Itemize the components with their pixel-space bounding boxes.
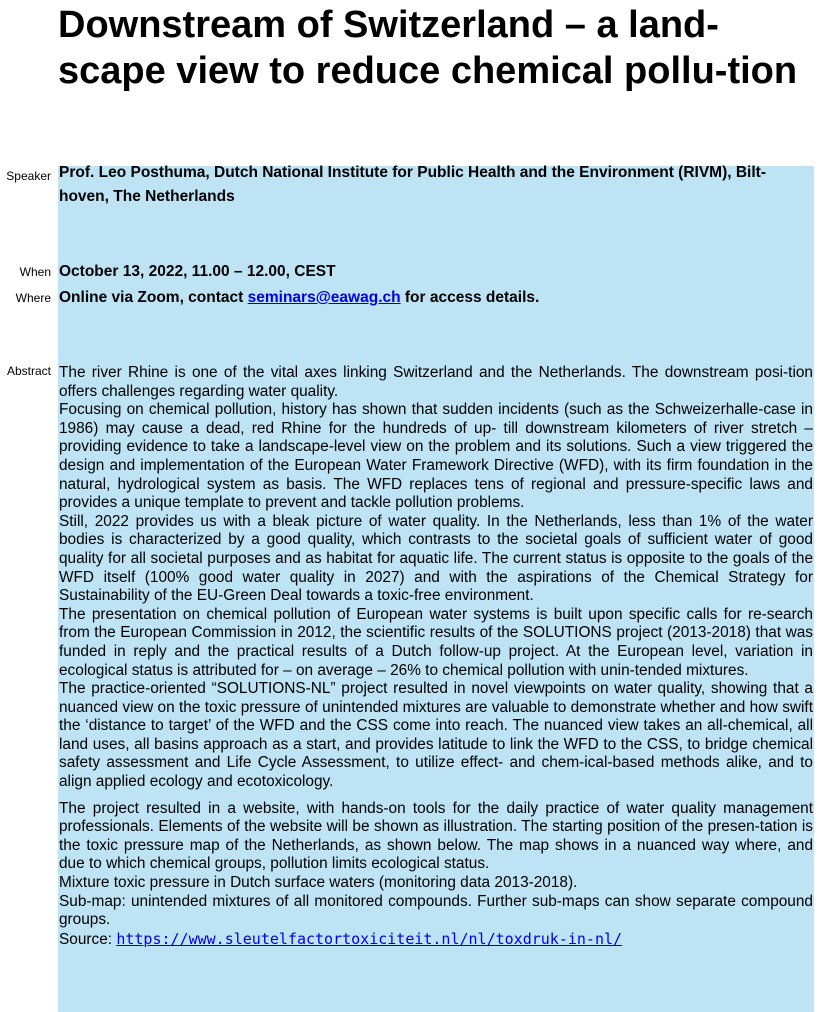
- when-label: When: [19, 265, 51, 279]
- source-label: Source:: [59, 930, 117, 948]
- source-line: [59, 930, 813, 950]
- abstract-paragraph: The presentation on chemical pollution of European water systems is built upon specific calls for re-search from the European Commission in 2012, the scientific results of the SOLUTIONS project (2013-2018) that was funded in reply and the practical results of a Dutch follow-up project. At the European level, variation in ecological status is attributed for – on average – 26% to chemical pollution with unin-tended mixtures.: [59, 605, 813, 679]
- speaker-label: Speaker: [6, 169, 51, 183]
- map-caption: Mixture toxic pressure in Dutch surface waters (monitoring data 2013-2018).: [59, 874, 578, 892]
- abstract-paragraph: Focusing on chemical pollution, history has shown that sudden incidents (such as the Schweizerhalle-case in 1986) may cause a dead, red Rhine for the hundreds of up- till downstream kilometers of river stretch – providing evidence to take a landscape-level view on the problem and its solutions. Such a view triggered the design and implementation of the European Water Framework Directive (WFD), with its firm foundation in the natural, hydrological system as basis. The WFD replaces tens of regional and pressure-specific laws and provides a unique template to prevent and tackle pollution problems.: [59, 401, 813, 512]
- where-suffix: for access details.: [400, 289, 540, 306]
- abstract-paragraph: The project resulted in a website, with hands-on tools for the daily practice of water quality management professionals. Elements of the website will be shown as illustration. The starting position of the presen-tation is the toxic pressure map of the Netherlands, as shown below. The map shows in a nuanced way where, and due to which chemical groups, pollution limits ecological status.: [59, 799, 813, 873]
- speaker-value: Prof. Leo Posthuma, Dutch National Institute for Public Health and the Environment (RIVM), Bilt-hoven, The Netherlands: [59, 164, 766, 205]
- abstract-body: [59, 364, 813, 949]
- page-title: Downstream of Switzerland – a land-scape view to reduce chemical pollu-tion: [58, 4, 798, 92]
- abstract-paragraph: The practice-oriented “SOLUTIONS-NL” project resulted in novel viewpoints on water quality, showing that a nuanced view on the toxic pressure of unintended mixtures are valuable to demonstrate whether and how swift the ‘distance to target’ of the WFD and the CSS come into reach. The nuanced view takes an all-chemical, all land uses, all basins approach as a start, and provides latitude to link the WFD to the CSS, to bridge chemical safety assessment and Life Cycle Assessment, to utilize effect- and chem-ical-based methods alike, and to align applied ecology and ecotoxicology.: [59, 680, 813, 791]
- source-link[interactable]: https://www.sleutelfactortoxiciteit.nl/nl/toxdruk-in-nl/: [116, 929, 623, 948]
- where-prefix: Online via Zoom, contact: [59, 289, 248, 306]
- email-link[interactable]: seminars@eawag.ch: [247, 289, 401, 306]
- where-label: Where: [15, 291, 51, 305]
- when-value: October 13, 2022, 11.00 – 12.00, CEST: [59, 263, 336, 280]
- where-value: [59, 286, 813, 310]
- submap-caption: Sub-map: unintended mixtures of all monitored compounds. Further sub-maps can show separate compound groups.: [59, 892, 813, 929]
- abstract-label: Abstract: [6, 364, 51, 378]
- abstract-paragraph: Still, 2022 provides us with a bleak picture of water quality. In the Netherlands, less than 1% of the water bodies is characterized by a good quality, which contrasts to the societal goals of sufficient water of good quality for all societal purposes and as habitat for aquatic life. The current status is opposite to the goals of the WFD itself (100% good water quality in 2027) and with the aspirations of the Chemical Strategy for Sustainability of the EU-Green Deal towards a toxic-free environment.: [59, 512, 813, 605]
- abstract-paragraph: The river Rhine is one of the vital axes linking Switzerland and the Netherlands. The downstream posi-tion offers challenges regarding water quality.: [59, 364, 813, 400]
